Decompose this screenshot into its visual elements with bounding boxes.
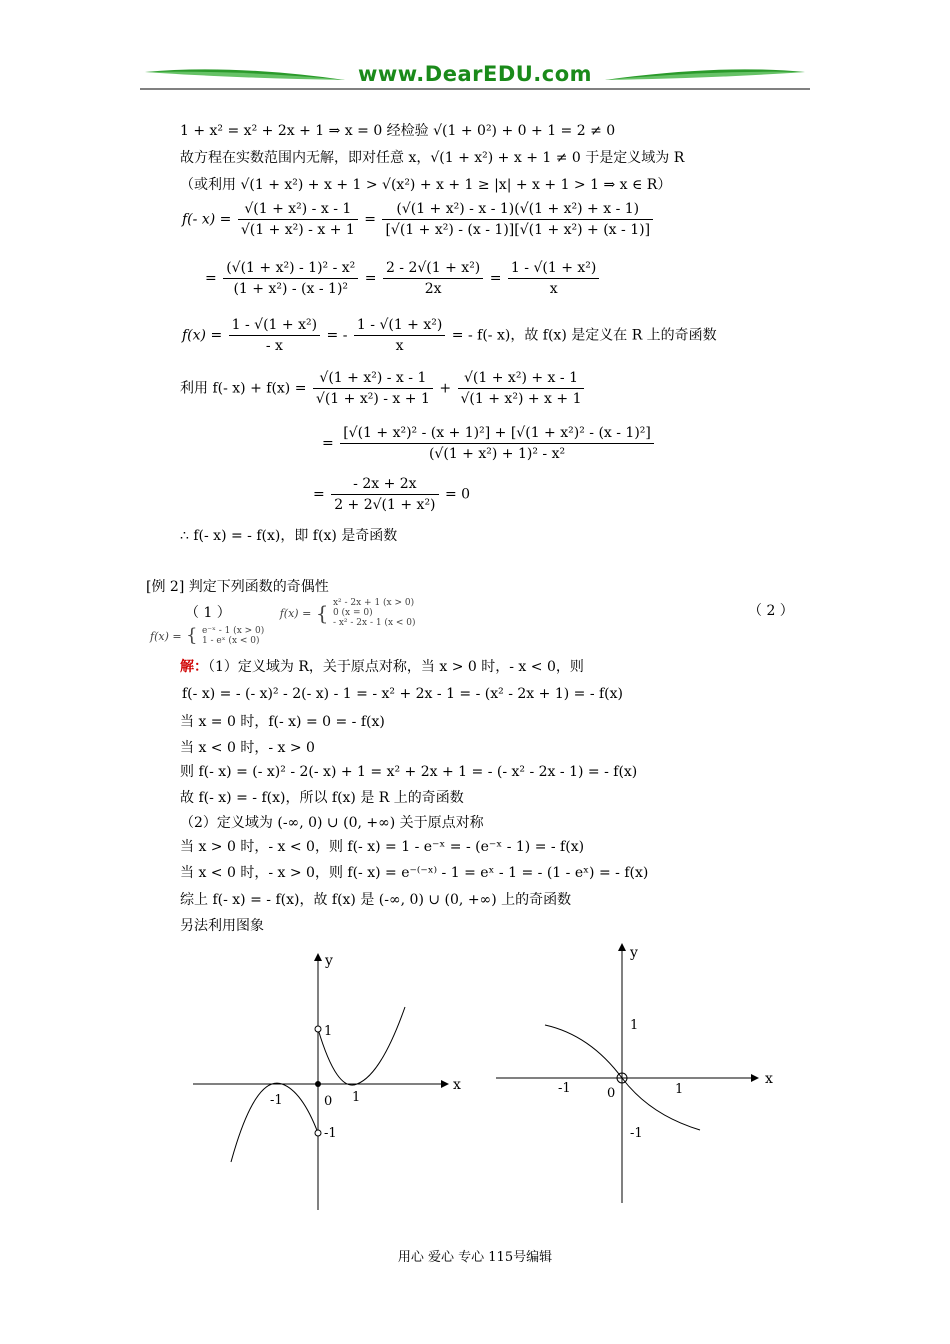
graph-1 (185, 945, 475, 1215)
part1-cases (333, 598, 416, 628)
eq4-frac-1 (313, 369, 433, 408)
solution-line-1 (180, 658, 584, 676)
site-title: www.DearEDU.com (357, 62, 593, 86)
graph-2 (490, 935, 780, 1210)
eq5-equals: = (322, 435, 334, 452)
example-2-part-2: f(x) = { e⁻ˣ - 1 (x > 0) 1 - eˣ (x < 0) (150, 625, 265, 646)
eq3-den-2: x (395, 338, 404, 354)
eq2-equals-3: = (489, 270, 502, 287)
eq2-equals-1: = (205, 270, 217, 287)
eq4-den-2: √(1 + x²) + x + 1 (460, 391, 582, 407)
eq4-frac-2 (458, 369, 585, 408)
equation-5 (322, 424, 656, 463)
eq1-den-1: √(1 + x²) - x + 1 (240, 222, 355, 238)
graph2-curve-right (622, 1078, 700, 1130)
solution-label: 解： (180, 659, 208, 675)
eq3-frac-1 (229, 316, 320, 355)
solution-line-2: f(- x) = - (- x)² - 2(- x) - 1 = - x² + 2x - 1 = - (x² - 2x + 1) = - f(x) (182, 686, 623, 702)
eq3-num-1: 1 - √(1 + x²) (229, 316, 320, 336)
part2-case-2: 1 - eˣ (x < 0) (201, 636, 260, 646)
page-footer: 用心 爱心 专心 115号编辑 (397, 1250, 553, 1265)
graph1-tick-y-pos: 1 (324, 1024, 333, 1039)
graph2-tick-y-neg: -1 (630, 1126, 643, 1141)
equation-1 (182, 200, 655, 239)
eq6-frac (331, 475, 438, 514)
example-2-part-1: （ 1 ） f(x) = { x² - 2x + 1 (x > 0) 0 (x = 0) - x² - 2x - 1 (x < 0) (185, 598, 416, 628)
solution-line-4: 当 x < 0 时，- x > 0 (180, 740, 315, 756)
equation-3 (182, 316, 717, 355)
part2-func: f(x) = (150, 630, 182, 643)
eq2-equals-2: = (364, 270, 377, 287)
eq5-den: (√(1 + x²) + 1)² - x² (428, 446, 566, 462)
eq6-rhs: = 0 (444, 486, 471, 503)
equation-4 (180, 369, 586, 408)
eq2-frac-1 (223, 259, 358, 298)
graph1-tick-y-neg: -1 (324, 1126, 337, 1141)
eq4-num-1: √(1 + x²) - x - 1 (313, 369, 433, 389)
graph1-open-point-top (315, 1026, 321, 1032)
eq1-frac-1 (238, 200, 358, 239)
graph1-tick-x-neg: -1 (270, 1093, 283, 1108)
part2-case-1: e⁻ˣ - 1 (x > 0) (201, 626, 265, 636)
solution-line-3: 当 x = 0 时，f(- x) = 0 = - f(x) (180, 714, 385, 730)
equation-2 (205, 259, 601, 298)
graph1-y-label: y (325, 953, 333, 969)
part1-func: f(x) = (279, 607, 312, 620)
part1-label: （ 1 ） (185, 605, 231, 621)
eq2-frac-3 (508, 259, 599, 298)
eq2-den-2: 2x (424, 281, 442, 297)
graph2-x-label: x (765, 1071, 773, 1087)
eq4-plus: + (439, 380, 452, 397)
eq2-num-3: 1 - √(1 + x²) (508, 259, 599, 279)
solution-line-9: 当 x < 0 时，- x > 0，则 f(- x) = e⁻⁽⁻ˣ⁾ - 1 = eˣ - 1 = - (1 - eˣ) = - f(x) (180, 865, 649, 881)
eq1-frac-2 (382, 200, 653, 239)
eq3-frac-2 (354, 316, 445, 355)
solution-line-5: 则 f(- x) = (- x)² - 2(- x) + 1 = x² + 2x + 1 = - (- x² - 2x - 1) = - f(x) (180, 764, 638, 780)
graph1-curve-right (318, 1007, 405, 1085)
solution-line-11: 另法利用图象 (180, 918, 264, 934)
graph2-tick-x-neg: -1 (558, 1081, 571, 1096)
line-1: 1 + x² = x² + 2x + 1 ⇒ x = 0 经检验 √(1 + 0²) + 0 + 1 = 2 ≠ 0 (180, 123, 616, 139)
eq1-num-2: (√(1 + x²) - x - 1)(√(1 + x²) + x - 1) (382, 200, 653, 220)
eq2-frac-2 (383, 259, 483, 298)
eq5-frac (340, 424, 654, 463)
eq3-mid: = - (326, 327, 348, 344)
graph2-y-label: y (630, 945, 638, 961)
solution-line-6: 故 f(- x) = - f(x)，所以 f(x) 是 R 上的奇函数 (180, 790, 464, 806)
graph1-tick-x-pos: 1 (352, 1090, 361, 1105)
page-header (140, 60, 810, 96)
example-2-title: [例 2] 判定下列函数的奇偶性 (146, 579, 329, 595)
part2-cases (202, 626, 264, 646)
eq5-num: [√(1 + x²)² - (x + 1)²] + [√(1 + x²)² - (x - 1)²] (340, 424, 654, 444)
part1-case-1: x² - 2x + 1 (x > 0) (332, 598, 415, 608)
eq2-den-3: x (549, 281, 558, 297)
eq2-num-2: 2 - 2√(1 + x²) (383, 259, 483, 279)
eq6-den: 2 + 2√(1 + x²) (334, 497, 436, 513)
eq2-den-1: (1 + x²) - (x - 1)² (233, 281, 349, 297)
eq1-lhs: f(- x) = (182, 211, 232, 228)
eq1-num-1: √(1 + x²) - x - 1 (238, 200, 358, 220)
eq4-lhs: 利用 f(- x) + f(x) = (180, 380, 307, 397)
part2-label: （ 2 ） (748, 603, 794, 619)
graph1-origin-label: 0 (324, 1094, 333, 1109)
conclusion-1: ∴ f(- x) = - f(x)，即 f(x) 是奇函数 (180, 528, 398, 544)
part1-case-3: - x² - 2x - 1 (x < 0) (332, 618, 416, 628)
eq4-den-1: √(1 + x²) - x + 1 (315, 391, 430, 407)
graph2-tick-x-pos: 1 (675, 1082, 684, 1097)
eq1-den-2: [√(1 + x²) - (x - 1)][√(1 + x²) + (x - 1)] (385, 222, 651, 238)
eq1-equals: = (364, 211, 376, 228)
part1-case-2: 0 (x = 0) (332, 608, 373, 618)
solution-line-10: 综上 f(- x) = - f(x)，故 f(x) 是 (-∞, 0) ∪ (0, +∞) 上的奇函数 (180, 892, 572, 908)
line-3: （或利用 √(1 + x²) + x + 1 > √(x²) + x + 1 ≥ |x| + x + 1 > 1 ⇒ x ∈ R） (180, 177, 672, 193)
graph1-x-label: x (453, 1077, 461, 1093)
graph2-tick-y-pos: 1 (630, 1018, 639, 1033)
graph1-origin-dot (315, 1081, 321, 1087)
graph1-open-point-bottom (315, 1130, 321, 1136)
eq2-num-1: (√(1 + x²) - 1)² - x² (223, 259, 358, 279)
eq6-equals: = (313, 486, 325, 503)
solution-line-7: （2）定义域为 (-∞, 0) ∪ (0, +∞) 关于原点对称 (180, 815, 484, 831)
line-2: 故方程在实数范围内无解，即对任意 x，√(1 + x²) + x + 1 ≠ 0 于是定义域为 R (180, 150, 685, 166)
eq4-num-2: √(1 + x²) + x - 1 (458, 369, 585, 389)
eq6-num: - 2x + 2x (331, 475, 438, 495)
graph2-origin-label: 0 (607, 1086, 616, 1101)
solution-l1: （1）定义域为 R，关于原点对称，当 x > 0 时，- x < 0，则 (208, 659, 584, 675)
equation-6 (313, 475, 470, 514)
eq3-lhs: f(x) = (182, 327, 223, 344)
graph2-curve-left (545, 1025, 622, 1078)
eq3-rhs: = - f(- x)，故 f(x) 是定义在 R 上的奇函数 (451, 327, 717, 344)
eq3-num-2: 1 - √(1 + x²) (354, 316, 445, 336)
solution-line-8: 当 x > 0 时，- x < 0，则 f(- x) = 1 - e⁻ˣ = - (e⁻ˣ - 1) = - f(x) (180, 839, 585, 855)
eq3-den-1: - x (265, 338, 283, 354)
